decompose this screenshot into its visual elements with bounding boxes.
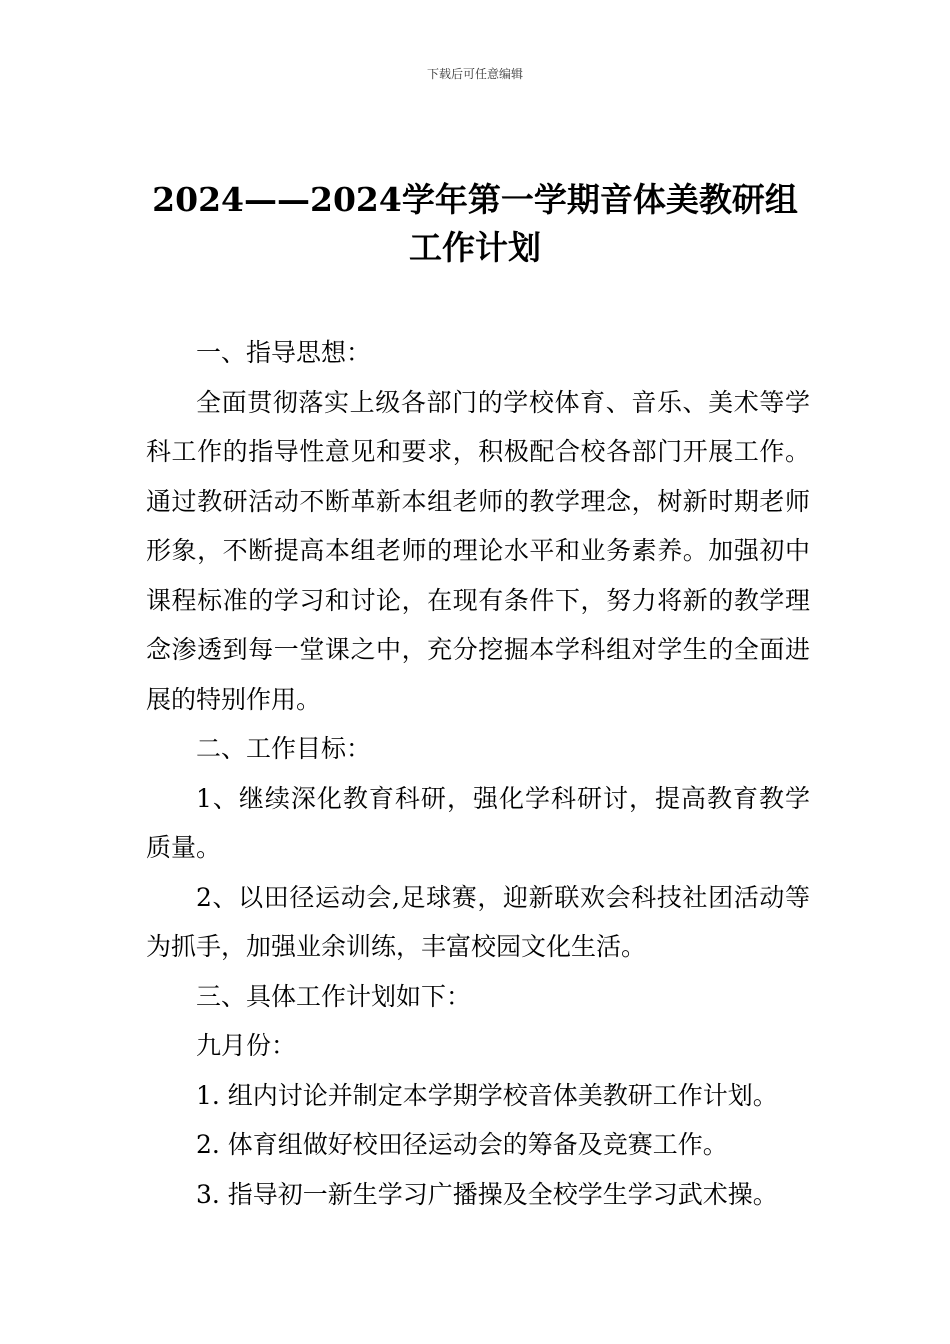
page-header-note: 下载后可任意编辑	[426, 67, 523, 81]
september-plan-item-1: 1. 组内讨论并制定本学期学校音体美教研工作计划。	[196, 1080, 778, 1110]
september-plan-item-2: 2. 体育组做好校田径运动会的筹备及竞赛工作。	[196, 1130, 728, 1159]
document-body	[146, 328, 810, 1219]
section-heading-work-goals: 二、工作目标：	[196, 734, 372, 763]
paragraph-guiding-ideology: 全面贯彻落实上级各部门的学校体育、音乐、美术等学科工作的指导性意见和要求，积极配合校各部门开展工作。通过教研活动不断革新本组老师的教学理念，树新时期老师形象，不断提高本组老师的理论水平和业务素养。加强初中课程标准的学习和讨论，在现有条件下，努力将新的教学理念渗透到每一堂课之中，充分挖掘本学科组对学生的全面进展的特别作用。	[146, 387, 810, 714]
document-title-line-1: 2024——2024学年第一学期音体美教研组	[152, 180, 798, 219]
work-goal-item-1: 1、继续深化教育科研，强化学科研讨，提高教育教学质量。	[146, 783, 810, 862]
section-heading-guiding-ideology: 一、指导思想：	[196, 338, 372, 367]
september-plan-item-3: 3. 指导初一新生学习广播操及全校学生学习武术操。	[196, 1179, 778, 1209]
month-heading-september: 九月份：	[196, 1031, 297, 1060]
section-heading-work-plan: 三、具体工作计划如下：	[196, 981, 472, 1011]
document-title-line-2: 工作计划	[409, 228, 541, 267]
document-title	[120, 176, 830, 272]
work-goal-item-2: 2、以田径运动会,足球赛，迎新联欢会科技社团活动等为抓手，加强业余训练，丰富校园文化生活。	[146, 882, 810, 961]
